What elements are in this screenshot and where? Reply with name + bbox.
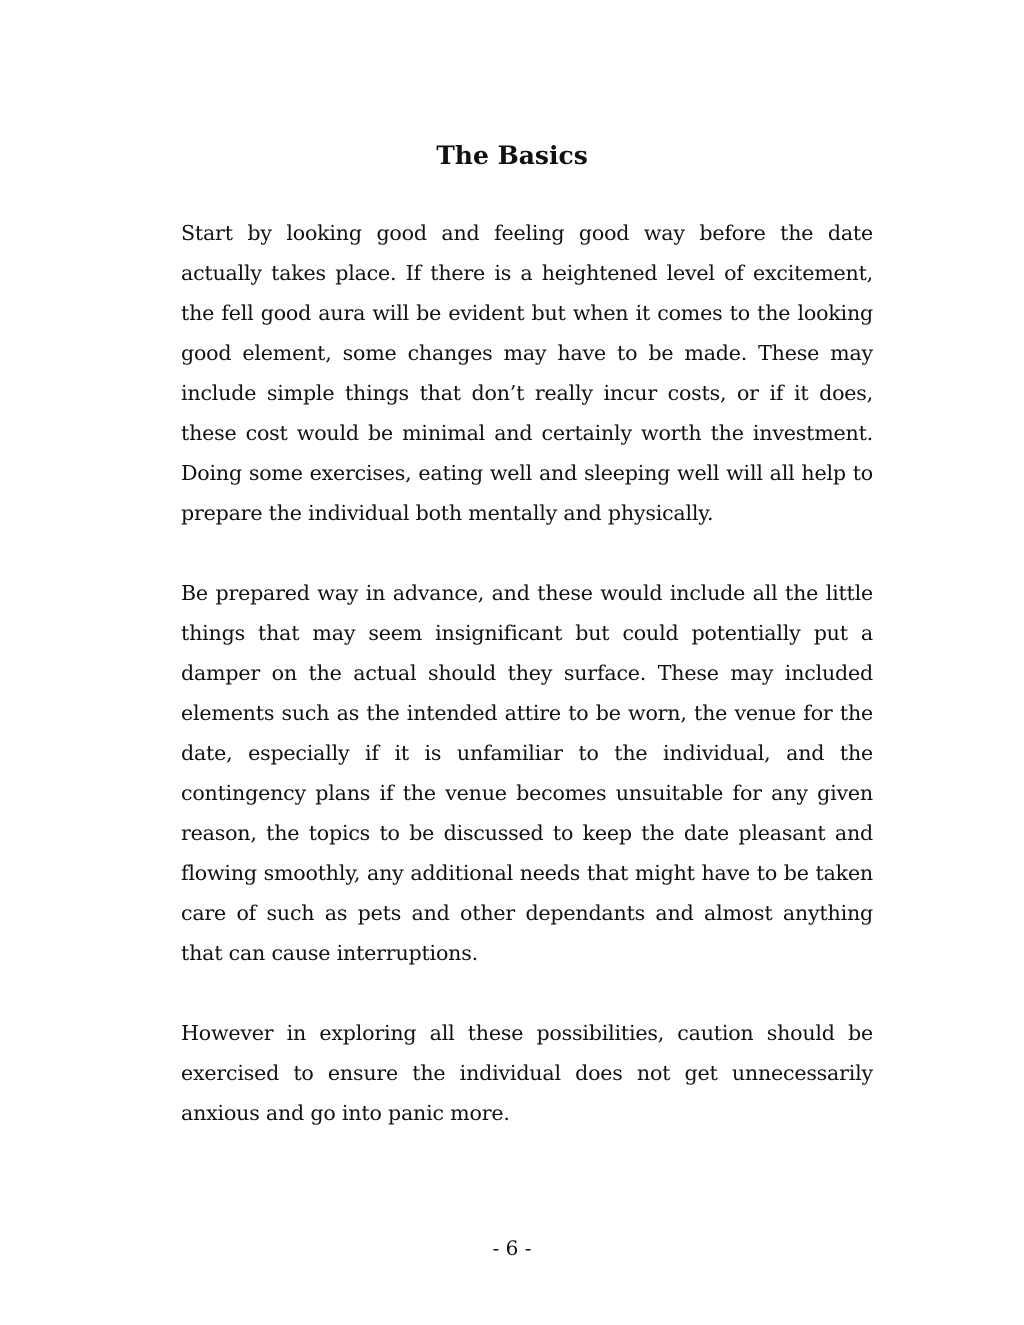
paragraph-3: However in exploring all these possibilities, caution should be exercised to ensure the individual does not get unnecessarily anxious and go into panic more.	[181, 1021, 873, 1125]
page-title: The Basics	[436, 141, 588, 170]
body-text	[181, 213, 873, 1173]
page-number: - 6 -	[492, 1236, 532, 1260]
paragraph-2: Be prepared way in advance, and these would include all the little things that may seem insignificant but could potentially put a damper on the actual should they surface. These may included elements such as the intended attire to be worn, the venue for the date, especially if it is unfamiliar to the individual, and the contingency plans if the venue becomes unsuitable for any given reason, the topics to be discussed to keep the date pleasant and flowing smoothly, any additional needs that might have to be taken care of such as pets and other dependants and almost anything that can cause interruptions.	[181, 581, 873, 965]
paragraph-1: Start by looking good and feeling good way before the date actually takes place. If there is a heightened level of excitement, the fell good aura will be evident but when it comes to the looking good element, some changes may have to be made. These may include simple things that don’t really incur costs, or if it does, these cost would be minimal and certainly worth the investment. Doing some exercises, eating well and sleeping well will all help to prepare the individual both mentally and physically.	[181, 221, 873, 525]
